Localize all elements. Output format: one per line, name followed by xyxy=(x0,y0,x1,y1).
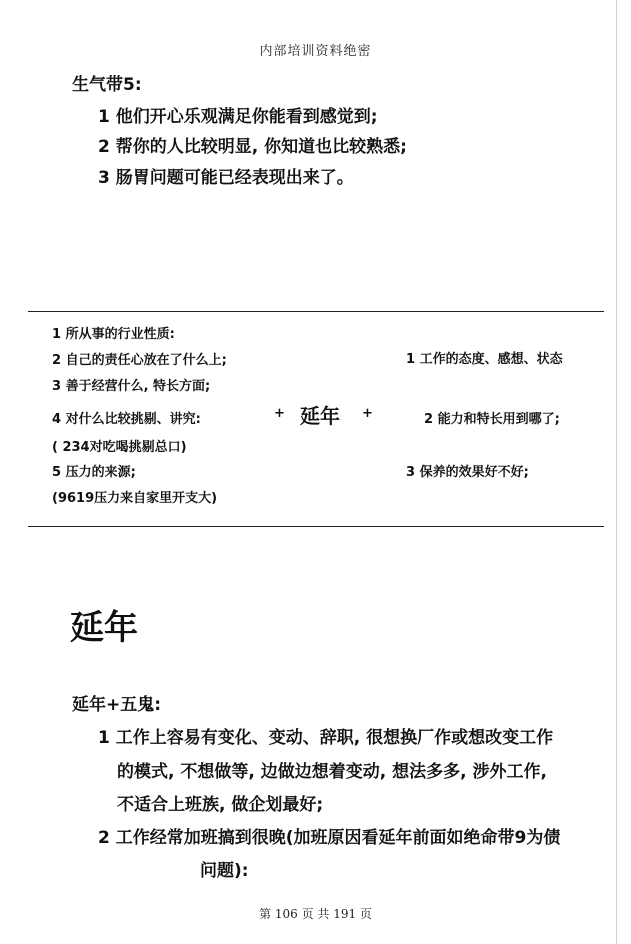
diagram-left-item: 2 自己的责任心放在了什么上; xyxy=(52,353,227,368)
divider-bottom xyxy=(28,526,604,527)
diagram-left-item: 1 所从事的行业性质: xyxy=(52,327,175,342)
diagram-right-item: 2 能力和特长用到哪了; xyxy=(424,412,560,427)
paragraph-line: 的模式, 不想做等, 边做边想着变动, 想法多多, 涉外工作, xyxy=(117,762,547,782)
plus-sign-right: + xyxy=(362,406,373,421)
diagram-right-item: 1 工作的态度、感想、状态 xyxy=(406,352,563,367)
diagram-left-item: ( 234对吃喝挑剔总口) xyxy=(52,440,187,455)
paragraph-line: 不适合上班族, 做企划最好; xyxy=(117,795,324,815)
list-item: 3 肠胃问题可能已经表现出来了。 xyxy=(98,168,354,188)
divider-top xyxy=(28,311,604,312)
paragraph-line: 1 工作上容易有变化、变动、辞职, 很想换厂作或想改变工作 xyxy=(98,728,554,748)
section-heading-yannian: 延年 xyxy=(70,608,138,648)
diagram-left-item: 4 对什么比较挑剔、讲究: xyxy=(52,412,201,427)
page-edge xyxy=(616,0,617,944)
list-item: 2 帮你的人比较明显, 你知道也比较熟悉; xyxy=(98,137,407,157)
page-footer: 第 106 页 共 191 页 xyxy=(259,907,372,921)
paragraph-line: 2 工作经常加班搞到很晚(加班原因看延年前面如绝命带9为债 xyxy=(98,828,561,848)
page-header: 内部培训资料绝密 xyxy=(259,44,372,59)
diagram-left-item: 5 压力的来源; xyxy=(52,465,136,480)
diagram-left-item: (9619压力来自家里开支大) xyxy=(52,491,218,506)
diagram-right-item: 3 保养的效果好不好; xyxy=(406,465,529,480)
paragraph-line: 问题): xyxy=(200,861,249,881)
section-title-shengqi5: 生气带5: xyxy=(72,75,142,95)
plus-sign-left: + xyxy=(274,406,285,421)
list-item: 1 他们开心乐观满足你能看到感觉到; xyxy=(98,107,378,127)
diagram-center-label: 延年 xyxy=(300,404,340,428)
section-title-yannian-wugui: 延年+五鬼: xyxy=(72,695,162,715)
diagram-left-item: 3 善于经营什么, 特长方面; xyxy=(52,379,211,394)
